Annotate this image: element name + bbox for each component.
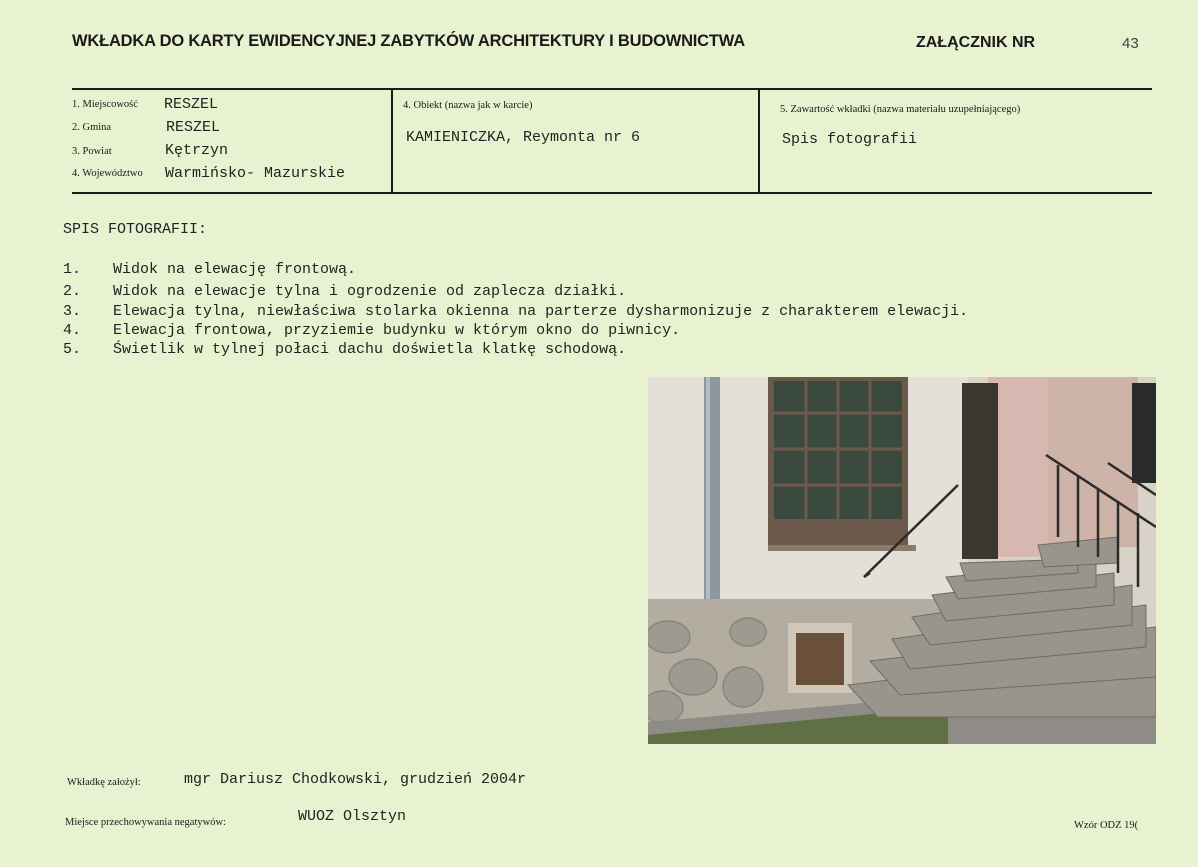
list-item-text: Widok na elewację frontową. — [113, 261, 357, 278]
list-item-text: Elewacja tylna, niewłaściwa stolarka okienna na parterze dysharmonizuje z charakterem elewacji. — [113, 303, 969, 320]
list-item-text: Widok na elewacje tylna i ogrodzenie od zaplecza działki. — [113, 283, 627, 300]
powiat-label: 3. Powiat — [72, 146, 112, 157]
box-divider-1 — [391, 88, 393, 194]
annex-label: ZAŁĄCZNIK NR — [916, 34, 1036, 51]
box-divider-2 — [758, 88, 760, 194]
contents-value: Spis fotografii — [782, 131, 918, 148]
list-item-number: 1. — [63, 261, 82, 278]
storage-label: Miejsce przechowywania negatywów: — [65, 817, 226, 828]
list-item — [63, 283, 626, 300]
list-item-number: 4. — [63, 322, 82, 339]
gmina-label: 2. Gmina — [72, 122, 112, 133]
photo-list-heading: SPIS FOTOGRAFII: — [63, 221, 208, 238]
wojewodztwo-label: 4. Województwo — [72, 168, 143, 179]
annex-number: 43 — [1122, 35, 1139, 52]
wojewodztwo-value: Warmińsko- Mazurskie — [165, 165, 346, 182]
author-value: mgr Dariusz Chodkowski, grudzień 2004r — [184, 771, 527, 788]
list-item — [63, 303, 968, 320]
gmina-value: RESZEL — [166, 119, 221, 136]
list-item — [63, 341, 626, 358]
contents-label: 5. Zawartość wkładki (nazwa materiału uzupełniającego) — [780, 104, 1021, 115]
miejscowosc-value: RESZEL — [164, 96, 219, 113]
list-item — [63, 322, 680, 339]
building-photo-drawing — [648, 377, 1156, 744]
list-item — [63, 261, 356, 278]
box-top-rule — [72, 88, 1152, 90]
object-value: KAMIENICZKA, Reymonta nr 6 — [406, 129, 641, 146]
author-label: Wkładkę założył: — [67, 777, 141, 788]
list-item-text: Elewacja frontowa, przyziemie budynku w którym okno do piwnicy. — [113, 322, 681, 339]
list-item-number: 3. — [63, 303, 82, 320]
object-label: 4. Obiekt (nazwa jak w karcie) — [403, 100, 533, 111]
form-title: WKŁADKA DO KARTY EWIDENCYJNEJ ZABYTKÓW ARCHITEKTURY I BUDOWNICTWA — [72, 32, 745, 50]
list-item-number: 5. — [63, 341, 82, 358]
form-code: Wzór ODZ 19( — [1074, 820, 1139, 831]
list-item-number: 2. — [63, 283, 82, 300]
storage-value: WUOZ Olsztyn — [298, 808, 407, 825]
powiat-value: Kętrzyn — [165, 142, 229, 159]
list-item-text: Świetlik w tylnej połaci dachu doświetla klatkę schodową. — [113, 341, 627, 358]
box-bottom-rule — [72, 192, 1152, 194]
building-photo — [648, 377, 1156, 744]
miejscowosc-label: 1. Miejscowość — [72, 99, 138, 110]
